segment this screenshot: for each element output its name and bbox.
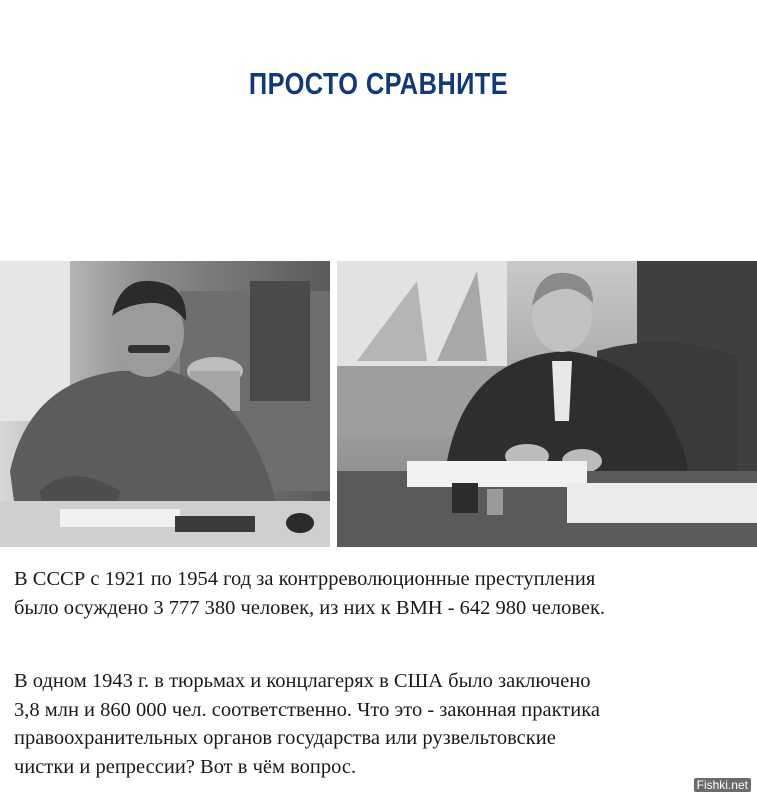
text-line: В СССР с 1921 по 1954 год за контрреволюционные преступления	[14, 568, 596, 590]
watermark: Fishki.net	[694, 778, 751, 792]
text-line: В одном 1943 г. в тюрьмах и концлагерях в США было заключено	[14, 670, 591, 692]
photo-man-writing-at-desk	[0, 261, 330, 547]
paragraph-ussr-statistics	[14, 565, 749, 622]
text-line: было осуждено 3 777 380 человек, из них к ВМН - 642 980 человек.	[14, 596, 606, 619]
text-line: чистки и репрессии? Вот в чём вопрос.	[14, 755, 357, 778]
text-line: 3,8 млн и 860 000 чел. соответственно. Что это - законная практика	[14, 698, 600, 721]
paragraph-usa-statistics	[14, 667, 749, 781]
headline: ПРОСТО СРАВНИТЕ	[248, 66, 509, 101]
photo-man-at-desk-with-documents	[337, 261, 757, 547]
text-line: правоохранительных органов государства или рузвельтовские	[14, 727, 556, 749]
